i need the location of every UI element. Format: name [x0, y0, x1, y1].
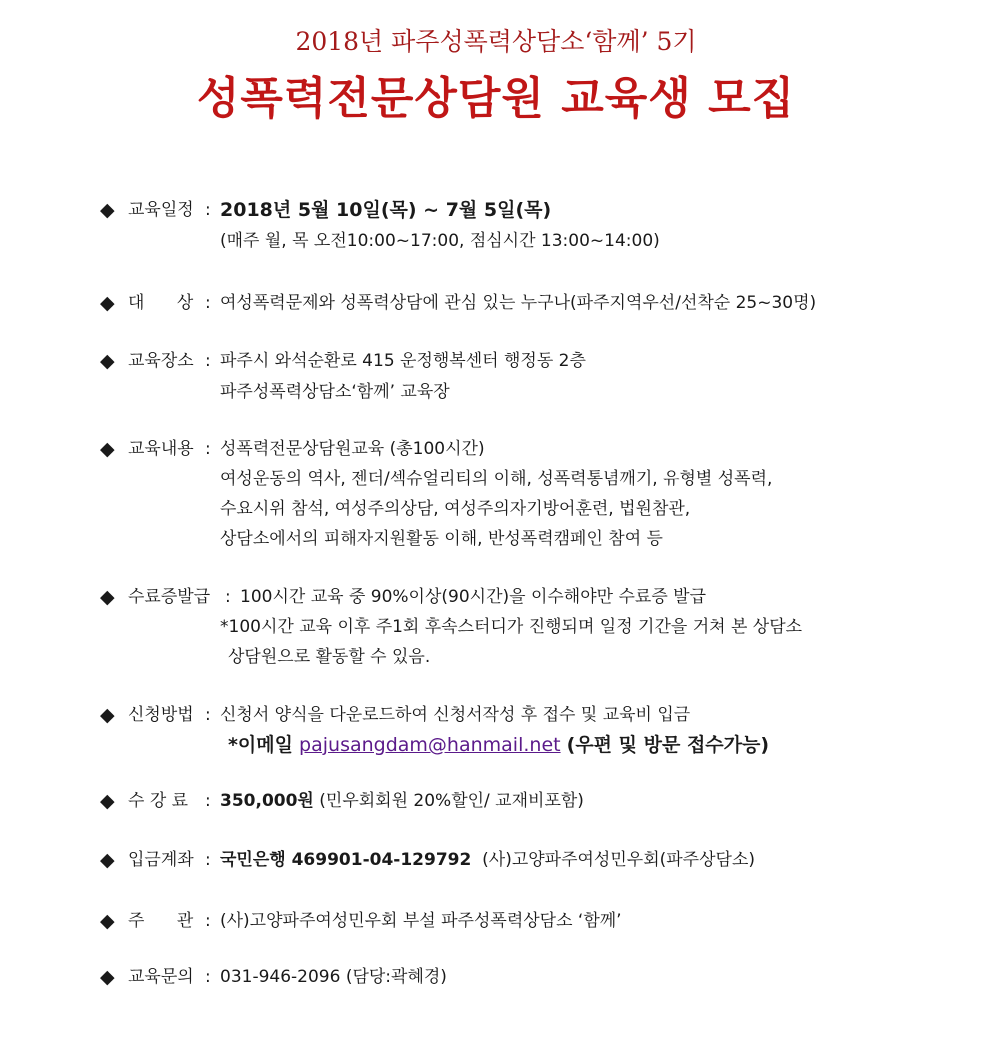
- content-line: 여성운동의 역사, 젠더/섹슈얼리티의 이해, 성폭력통념깨기, 유형별 성폭력,: [220, 469, 773, 489]
- content-line: 상담소에서의 피해자지원활동 이해, 반성폭력캠페인 참여 등: [220, 529, 663, 549]
- diamond-bullet-icon: ◆: [100, 350, 115, 372]
- fee-amount: 350,000원: [220, 791, 314, 811]
- row-label: 교육장소: [128, 351, 194, 371]
- diamond-bullet-icon: ◆: [100, 292, 115, 314]
- row-label: 교육문의: [128, 967, 194, 987]
- application-email-line: [228, 730, 769, 760]
- row-label: 교육일정: [128, 200, 194, 220]
- diamond-bullet-icon: ◆: [100, 438, 115, 460]
- diamond-bullet-icon: ◆: [100, 910, 115, 932]
- poster-subtitle: 2018년 파주성폭력상담소‘함께’ 5기: [295, 27, 697, 56]
- row-value: 신청서 양식을 다운로드하여 신청서작성 후 접수 및 교육비 입금: [220, 705, 691, 725]
- row-value: 성폭력전문상담원교육 (총100시간): [220, 439, 485, 459]
- diamond-bullet-icon: ◆: [100, 199, 115, 221]
- row-label: 수료증발급: [128, 587, 211, 607]
- row-label: 신청방법: [128, 705, 194, 725]
- content-line: 수요시위 참석, 여성주의상담, 여성주의자기방어훈련, 법원참관,: [220, 499, 691, 519]
- schedule-hours: (매주 월, 목 오전10:00~17:00, 점심시간 13:00~14:00): [220, 231, 660, 251]
- schedule-dates: 2018년 5월 10일(목) ~ 7월 5일(목): [220, 199, 552, 221]
- certificate-note: 상담원으로 활동할 수 있음.: [228, 647, 431, 667]
- email-link[interactable]: pajusangdam@hanmail.net: [299, 734, 561, 756]
- diamond-bullet-icon: ◆: [100, 966, 115, 988]
- row-label: 주 관: [128, 911, 194, 931]
- row-value: (사)고양파주여성민우회 부설 파주성폭력상담소 ‘함께’: [220, 911, 622, 931]
- email-prefix: *이메일: [228, 734, 293, 756]
- diamond-bullet-icon: ◆: [100, 849, 115, 871]
- row-label: 교육내용: [128, 439, 194, 459]
- diamond-bullet-icon: ◆: [100, 790, 115, 812]
- row-label: 대 상: [128, 293, 194, 313]
- account-holder: (사)고양파주여성민우회(파주상담소): [482, 850, 755, 870]
- row-value: 100시간 교육 중 90%이상(90시간)을 이수해야만 수료증 발급: [240, 587, 706, 607]
- fee-note: (민우회회원 20%할인/ 교재비포함): [319, 791, 584, 811]
- bank-account: 국민은행 469901-04-129792: [220, 850, 472, 870]
- diamond-bullet-icon: ◆: [100, 586, 115, 608]
- email-suffix: (우편 및 방문 접수가능): [566, 734, 770, 756]
- poster-title: 성폭력전문상담원 교육생 모집: [196, 73, 796, 124]
- row-value: 031-946-2096 (담당:곽혜경): [220, 967, 447, 987]
- diamond-bullet-icon: ◆: [100, 704, 115, 726]
- row-label: 입금계좌: [128, 850, 194, 870]
- row-value: 여성폭력문제와 성폭력상담에 관심 있는 누구나(파주지역우선/선착순 25~30명): [220, 293, 817, 313]
- certificate-note: *100시간 교육 이후 주1회 후속스터디가 진행되며 일정 기간을 거쳐 본 상담소: [220, 617, 803, 637]
- location-detail: 파주성폭력상담소‘함께’ 교육장: [220, 382, 450, 402]
- row-value: 파주시 와석순환로 415 운정행복센터 행정동 2층: [220, 351, 586, 371]
- row-label: 수 강 료: [128, 791, 189, 811]
